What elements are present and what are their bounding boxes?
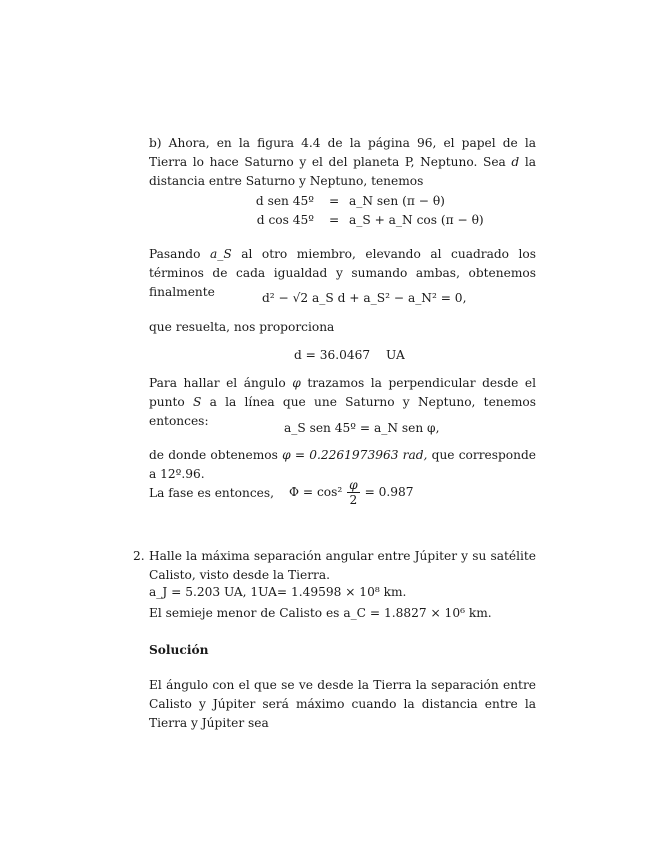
para2-end: al otro miembro, elevando al cuadrado los términos de cada igualdad y sumando ambas, obtenemos finalmente xyxy=(149,247,536,299)
eq1-row2-equals: = xyxy=(329,213,340,227)
para5-start: de donde obtenemos xyxy=(149,448,278,462)
para2-start: Pasando xyxy=(149,247,201,261)
paragraph-3: que resuelta, nos proporciona xyxy=(149,320,335,334)
problem-2-semiaxis xyxy=(149,604,536,623)
eq3-lhs: d = 36.0467 xyxy=(294,348,371,362)
phi-value: φ = 0.2261973963 rad, xyxy=(282,448,428,462)
problem-2-data: a_J = 5.203 UA, 1UA= 1.49598 × 10⁸ km. xyxy=(149,585,407,599)
equation-5 xyxy=(289,478,414,507)
solution-heading: Solución xyxy=(149,643,209,657)
eq1-row1-right: a_N sen (π − θ) xyxy=(349,194,445,208)
eq5-frac-bot: 2 xyxy=(349,493,358,507)
para4-start: Para hallar el ángulo xyxy=(149,376,286,390)
eq3-unit: UA xyxy=(386,348,405,362)
solution-text: El ángulo con el que se ve desde la Tierra la separación entre Calisto y Júpiter será máximo cuando la distancia entre la Tierra y Júpiter sea xyxy=(149,678,536,730)
para5-end: que corresponde a 12º.96. xyxy=(149,448,537,481)
part-b-intro: Ahora, en la figura 4.4 de la página 96, el papel de la Tierra lo hace Saturno y el del planeta P, Neptuno. Sea xyxy=(149,136,537,169)
part-b-label: b) xyxy=(149,136,162,150)
problem-2-number: 2. xyxy=(133,549,145,563)
eq1-row2-left: d cos 45º xyxy=(256,213,314,227)
semiaxis-start: El semieje menor de Calisto es xyxy=(149,606,340,620)
equation-4: a_S sen 45º = a_N sen φ, xyxy=(284,421,440,435)
eq1-row2-right: a_S + a_N cos (π − θ) xyxy=(349,213,484,227)
para4-mid: trazamos la perpendicular desde el punto xyxy=(149,376,537,409)
eq1-row1-equals: = xyxy=(329,194,340,208)
semiaxis-value: a_C = 1.8827 × 10⁶ km. xyxy=(343,606,492,620)
eq5-lhs: Φ = cos² xyxy=(289,485,343,499)
para2-var: a_S xyxy=(209,247,232,261)
para5-line2: La fase es entonces, xyxy=(149,486,275,500)
part-b-intro-end: la distancia entre Saturno y Neptuno, tenemos xyxy=(149,155,536,188)
part-b-paragraph xyxy=(149,134,536,191)
problem-2-statement: Halle la máxima separación angular entre Júpiter y su satélite Calisto, visto desde la Tierra. xyxy=(149,549,536,582)
point-s: S xyxy=(193,395,202,409)
equation-2: d² − √2 a_S d + a_S² − a_N² = 0, xyxy=(262,291,467,305)
eq5-frac-top: φ xyxy=(349,478,358,492)
eq1-row1-left: d sen 45º xyxy=(255,194,314,208)
eq5-rhs: = 0.987 xyxy=(364,485,414,499)
eq5-fraction xyxy=(347,478,360,507)
distance-variable: d xyxy=(511,155,520,169)
para4-end: a la línea que une Saturno y Neptuno, tenemos entonces: xyxy=(149,395,536,428)
equation-3 xyxy=(294,346,405,365)
phi-symbol: φ xyxy=(292,376,301,390)
